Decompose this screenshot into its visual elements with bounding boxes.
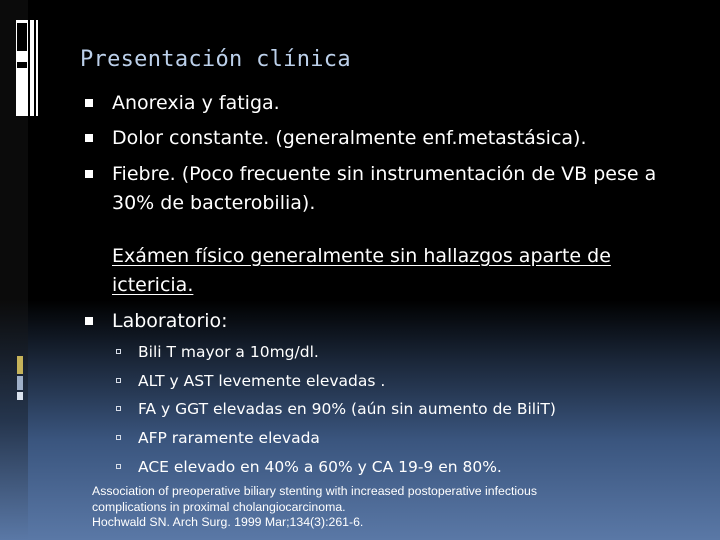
- reference-line: complications in proximal cholangiocarcinoma.: [92, 499, 346, 514]
- bullet-text: Dolor constante. (generalmente enf.metastásica).: [112, 127, 587, 149]
- bullet-text-continued: 30% de bacterobilia).: [112, 192, 316, 214]
- bullet-text: Anorexia y fatiga.: [112, 92, 280, 114]
- lab-item: ALT y AST levemente elevadas .: [138, 372, 386, 390]
- reference-citation: [92, 484, 652, 531]
- sub-bullet-marker: [116, 378, 121, 383]
- lab-item: Bili T mayor a 10mg/dl.: [138, 343, 319, 361]
- sub-bullet-marker: [116, 435, 121, 440]
- bullet-marker: [85, 99, 93, 107]
- lab-item: FA y GGT elevadas en 90% (aún sin aumento de BiliT): [138, 400, 556, 418]
- bullet-text: Fiebre. (Poco frecuente sin instrumentación de VB pese a: [112, 163, 657, 185]
- underlined-text: Exámen físico generalmente sin hallazgos aparte de: [112, 245, 611, 267]
- reference-line: Hochwald SN. Arch Surg. 1999 Mar;134(3):261-6.: [92, 515, 364, 530]
- sub-bullet-marker: [116, 406, 121, 411]
- bullet-text: Laboratorio:: [112, 310, 228, 332]
- bullet-marker: [85, 317, 93, 325]
- bullet-marker: [85, 170, 93, 178]
- underlined-text-continued: ictericia.: [112, 274, 194, 296]
- slide-title: Presentación clínica: [80, 47, 351, 72]
- lab-item: AFP raramente elevada: [138, 429, 320, 447]
- lab-item: ACE elevado en 40% a 60% y CA 19-9 en 80%.: [138, 458, 502, 476]
- sub-bullet-marker: [116, 349, 121, 354]
- bullet-marker: [85, 134, 93, 142]
- reference-line: Association of preoperative biliary stenting with increased postoperative infectious: [92, 484, 537, 498]
- sub-bullet-marker: [116, 464, 121, 469]
